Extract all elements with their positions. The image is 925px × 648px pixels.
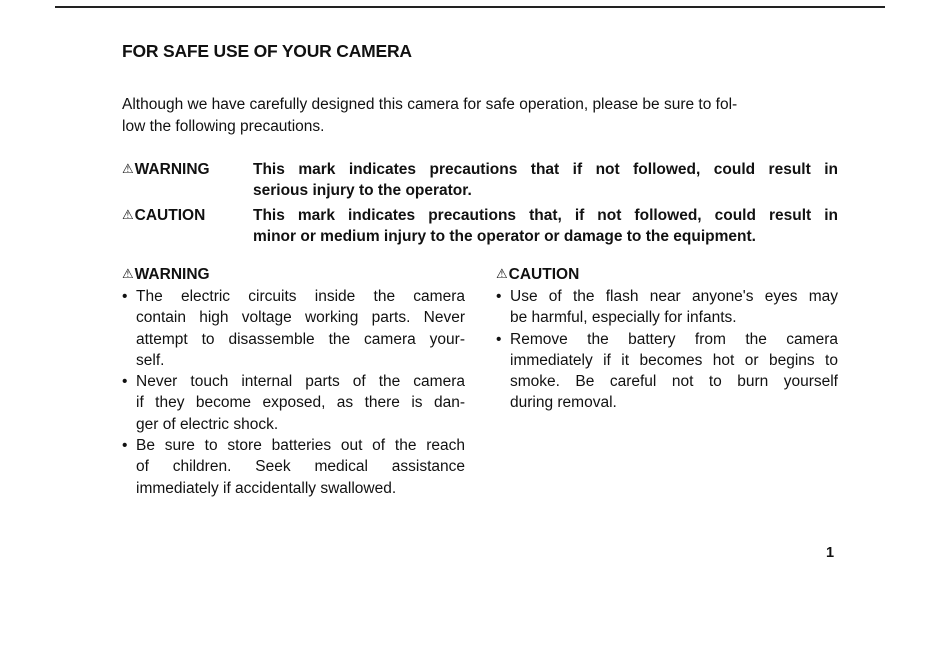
item-line: Use of the flash near anyone's eyes may (510, 288, 838, 305)
symbol-legend (122, 159, 838, 251)
warning-list (122, 286, 465, 499)
caution-triangle-icon: ⚠ (122, 207, 134, 222)
legend-term-label: WARNING (134, 161, 210, 178)
warning-heading-label: WARNING (134, 266, 210, 283)
legend-description (253, 205, 838, 247)
legend-caution (122, 205, 838, 247)
item-line: Never touch internal parts of the camera (136, 373, 465, 391)
legend-term (122, 205, 253, 247)
item-line: ger of electric shock. (136, 415, 279, 433)
item-line: immediately if accidentally swallowed. (136, 479, 397, 497)
list-item (122, 371, 465, 435)
page-number: 1 (826, 545, 835, 561)
caution-heading (496, 264, 838, 286)
bullet-icon: • (122, 288, 128, 305)
caution-triangle-icon: ⚠ (496, 266, 508, 281)
warning-triangle-icon: ⚠ (122, 161, 134, 176)
legend-term-label: CAUTION (134, 207, 206, 224)
legend-term (122, 159, 253, 201)
legend-line: serious injury to the operator. (253, 182, 472, 199)
item-line: immediately if it becomes hot or begins to (510, 351, 838, 369)
bullet-icon: • (496, 288, 502, 305)
item-line: if they become exposed, as there is dan- (136, 394, 465, 412)
list-item (122, 286, 465, 371)
legend-line: This mark indicates precautions that if not followed, could result in (253, 161, 838, 178)
item-line: during removal. (510, 394, 617, 412)
bullet-icon: • (122, 373, 128, 391)
list-item (496, 286, 838, 329)
caution-heading-label: CAUTION (508, 266, 580, 283)
legend-description (253, 159, 838, 201)
legend-line: This mark indicates precautions that, if not followed, could result in (253, 207, 838, 224)
intro-line: Although we have carefully designed this camera for safe operation, please be sure to fol- (122, 96, 738, 113)
caution-column (496, 264, 838, 414)
item-line: of children. Seek medical assistance (136, 458, 465, 476)
warning-triangle-icon: ⚠ (122, 266, 134, 281)
bullet-icon: • (496, 330, 502, 348)
item-line: be harmful, especially for infants. (510, 309, 737, 327)
intro-paragraph (122, 94, 838, 138)
item-line: contain high voltage working parts. Never (136, 309, 465, 327)
legend-line: minor or medium injury to the operator or damage to the equipment. (253, 228, 756, 245)
item-line: self. (136, 351, 165, 369)
warning-column (122, 264, 465, 499)
bullet-icon: • (122, 437, 128, 455)
intro-line: low the following precautions. (122, 118, 325, 135)
caution-list (496, 286, 838, 414)
top-rule (55, 6, 885, 8)
item-line: attempt to disassemble the camera your- (136, 330, 465, 348)
list-item (496, 329, 838, 414)
item-line: Be sure to store batteries out of the reach (136, 437, 465, 455)
page-title: FOR SAFE USE OF YOUR CAMERA (122, 41, 412, 61)
item-line: Remove the battery from the camera (510, 330, 838, 348)
item-line: The electric circuits inside the camera (136, 288, 465, 305)
list-item (122, 435, 465, 499)
legend-warning (122, 159, 838, 201)
warning-heading (122, 264, 465, 286)
item-line: smoke. Be careful not to burn yourself (510, 373, 838, 391)
